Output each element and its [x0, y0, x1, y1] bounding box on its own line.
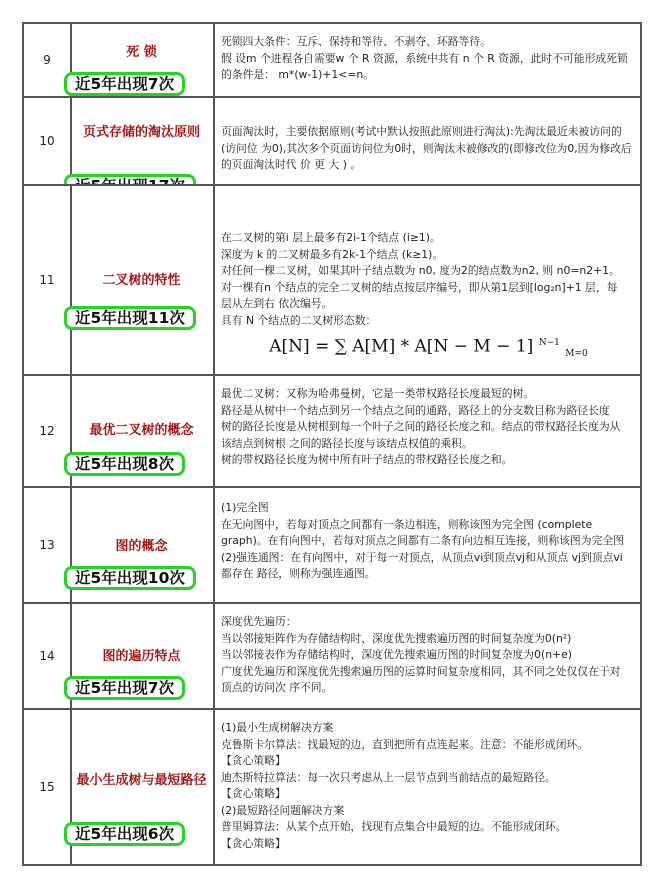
content-line: 路径是从树中一个结点到另一个结点之间的通路，路径上的分支数目称为路径长度	[221, 403, 610, 417]
row-title: 二叉树的特性	[102, 273, 181, 288]
content-line: 的条件是： m*(w-1)+1<=n。	[221, 68, 375, 81]
row-title: 最优二叉树的概念	[89, 423, 194, 438]
content-line: 在无向图中，若每对顶点之间都有一条边相连，则称该图为完全图 (complete	[221, 517, 593, 531]
content-line: (1)完全图	[221, 501, 269, 514]
frequency-badge: 近5年出现11次	[64, 306, 196, 330]
content-line: 都存在 路径，则称为强连通图。	[221, 567, 376, 580]
content-line: 迪杰斯特拉算法：每一次只考虑从上一层节点到当前结点的最短路径。	[221, 770, 556, 784]
row-content	[221, 614, 636, 697]
content-line: 深度为 k 的二叉树最多有2k-1个结点 (k≥1)。	[221, 247, 444, 261]
row-title: 图的概念	[115, 539, 168, 554]
title-cell	[70, 24, 215, 96]
row-content	[221, 500, 636, 583]
content-line: (2)最短路径问题解决方案	[221, 803, 345, 817]
content-line: (2)强连通图：在有向图中，对于每一对顶点，从顶点vi到顶点vj和从顶点 vj到顶点vi	[221, 550, 623, 564]
content-line: 广度优先遍历和深度优先搜索遍历图的运算时间复杂度相同，其不同之处仅仅在于对	[221, 664, 621, 678]
frequency-badge: 近5年出现7次	[64, 676, 185, 700]
title-cell	[70, 488, 215, 602]
row-content	[221, 386, 636, 469]
table-row	[22, 184, 642, 376]
row-content	[221, 124, 636, 174]
row-number: 15	[24, 710, 72, 864]
row-number: 11	[24, 186, 72, 374]
row-content	[221, 34, 636, 84]
table-row	[22, 708, 642, 866]
table-row	[22, 602, 642, 710]
content-line: 的页面淘汰时代 价 更 大 ) 。	[221, 158, 362, 171]
row-title: 死 锁	[126, 45, 157, 60]
title-cell	[70, 604, 215, 708]
content-line: 对一棵有n 个结点的完全二叉树的结点按层序编号，即从第1层到[log₂n]+1 层，每	[221, 280, 618, 294]
table-row	[22, 22, 642, 98]
row-number: 9	[24, 24, 72, 96]
content-line: 克鲁斯卡尔算法：找最短的边，直到把所有点连起来。注意：不能形成闭环。	[221, 737, 589, 751]
row-title: 最小生成树与最短路径	[76, 773, 207, 788]
formula-lower-limit: M=0	[565, 349, 588, 360]
formula-text: A[N] = ∑ A[M] * A[N − M − 1]	[269, 336, 534, 357]
frequency-badge: 近5年出现8次	[64, 452, 185, 476]
content-line: 在二叉树的第i 层上最多有2i-1个结点 (i≥1)。	[221, 231, 441, 244]
content-line: graph)。在有向图中，若每对顶点之间都有二条有向边相互连接，则称该图为完全图	[221, 534, 624, 547]
content-line: 树的带权路径长度为树中所有叶子结点的带权路径长度之和。	[221, 453, 513, 466]
content-line: 深度优先遍历：	[221, 615, 297, 628]
content-line: 对任何一棵二叉树，如果其叶子结点数为 n0, 度为2的结点数为n2, 则 n0=n2+1。	[221, 264, 620, 277]
title-cell	[70, 376, 215, 486]
title-cell	[70, 98, 215, 184]
content-line: 【贪心策略】	[221, 754, 286, 767]
frequency-badge: 近5年出现7次	[64, 72, 185, 96]
content-line: (访问位 为0),其次多个页面访问位为0时，则淘汰未被修改的(即修改位为0,因为修改后	[221, 141, 632, 155]
content-line: 顶点的访问次 序不同。	[221, 681, 333, 694]
content-line: 【贪心策略】	[221, 836, 286, 850]
content-line: 假 设m 个进程各自需要w 个 R 资源，系统中共有 n 个 R 资源，此时不可能形成死锁	[221, 51, 628, 65]
content-line: 该结点到树根 之间的路径长度与该结点权值的乘积。	[221, 436, 473, 450]
formula	[221, 335, 636, 363]
content-line: 死锁四大条件：互斥、保持和等待、不剥夺、环路等待。	[221, 35, 491, 48]
row-title: 页式存储的淘汰原则	[82, 125, 200, 140]
content-line: 普里姆算法：从某个点开始，找现有点集合中最短的边。不能形成闭环。	[221, 820, 567, 833]
content-line: 层从左到右 依次编号。	[221, 297, 333, 310]
row-content	[221, 230, 636, 363]
row-number: 14	[24, 604, 72, 708]
table-row	[22, 96, 642, 186]
frequency-badge: 近5年出现10次	[64, 566, 196, 590]
content-line: 【贪心策略】	[221, 787, 286, 800]
frequency-badge: 近5年出现6次	[64, 822, 185, 846]
row-content	[221, 720, 636, 852]
table-row	[22, 486, 642, 604]
row-number: 12	[24, 376, 72, 486]
content-line: 当以邻接表作为存储结构时，深度优先搜索遍历图的时间复杂度为0(n+e)	[221, 648, 572, 661]
content-line: 当以邻接矩阵作为存储结构时，深度优先搜索遍历图的时间复杂度为0(n²)	[221, 631, 572, 645]
title-cell	[70, 710, 215, 864]
row-number: 13	[24, 488, 72, 602]
content-line: 页面淘汰时，主要依据原则(考试中默认按照此原则进行淘汰):先淘汰最近未被访问的	[221, 125, 622, 138]
formula-upper-limit: N−1	[538, 338, 560, 348]
row-title: 图的遍历特点	[102, 649, 181, 664]
title-cell	[70, 186, 215, 374]
table-row	[22, 374, 642, 488]
row-number: 10	[24, 98, 72, 184]
content-line: (1)最小生成树解决方案	[221, 721, 334, 734]
content-line: 具有 N 个结点的二叉树形态数：	[221, 313, 377, 327]
content-line: 树的路径长度是从树根到每一个叶子之间的路径长度之和。结点的带权路径长度为从	[221, 420, 621, 433]
content-line: 最优二叉树：又称为哈弗曼树，它是一类带权路径长度最短的树。	[221, 387, 535, 400]
